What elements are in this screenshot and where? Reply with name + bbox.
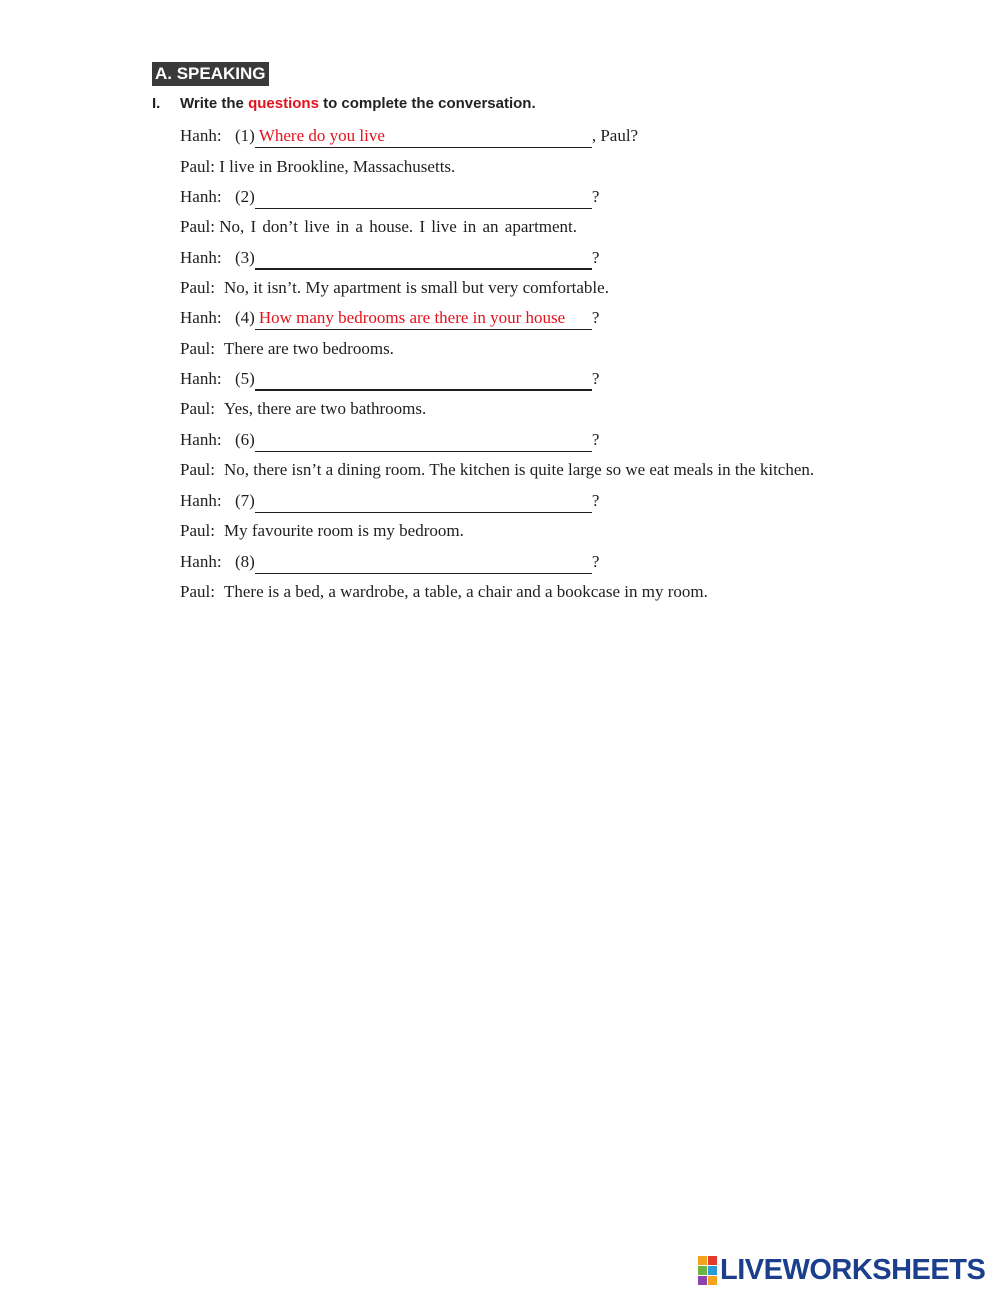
question-number: (8) bbox=[235, 552, 255, 571]
dialogue-line-9 bbox=[180, 368, 599, 390]
speaker: Hanh: bbox=[180, 248, 222, 267]
dialogue-line-14 bbox=[180, 520, 464, 542]
reply-text: My favourite room is my bedroom. bbox=[224, 521, 464, 540]
reply-text: No, I don’t live in a house. I live in an apartment. bbox=[219, 217, 578, 236]
speaker: Paul: bbox=[180, 460, 215, 479]
question-number: (6) bbox=[235, 430, 255, 449]
logo-text: LIVEWORKSHEETS bbox=[720, 1253, 986, 1286]
dialogue-line-16 bbox=[180, 581, 708, 603]
answer-blank-1[interactable] bbox=[255, 125, 592, 148]
speaker: Hanh: bbox=[180, 308, 222, 327]
line-suffix: ? bbox=[591, 552, 600, 571]
liveworksheets-logo[interactable] bbox=[698, 1253, 986, 1286]
question-number: (3) bbox=[235, 248, 255, 267]
speaker: Paul: bbox=[180, 278, 215, 297]
reply-text: There is a bed, a wardrobe, a table, a chair and a bookcase in my room. bbox=[224, 582, 708, 601]
speaker: Paul: bbox=[180, 157, 215, 176]
question-number: (7) bbox=[235, 491, 255, 510]
dialogue-line-4 bbox=[180, 216, 577, 238]
speaker: Hanh: bbox=[180, 552, 222, 571]
dialogue-line-5 bbox=[180, 247, 599, 269]
answer-text bbox=[255, 552, 259, 571]
answer-text bbox=[255, 430, 259, 449]
answer-blank-2[interactable] bbox=[255, 186, 592, 209]
answer-text bbox=[255, 491, 259, 510]
line-suffix: ? bbox=[591, 430, 600, 449]
dialogue-line-3 bbox=[180, 186, 599, 208]
dialogue-line-2 bbox=[180, 156, 455, 178]
speaker: Paul: bbox=[180, 217, 215, 236]
speaker: Hanh: bbox=[180, 430, 222, 449]
line-suffix: , Paul? bbox=[591, 126, 639, 145]
speaker: Hanh: bbox=[180, 369, 222, 388]
line-suffix: ? bbox=[591, 187, 600, 206]
dialogue-line-1 bbox=[180, 125, 638, 147]
question-number: (2) bbox=[235, 187, 255, 206]
answer-blank-8[interactable] bbox=[255, 551, 592, 574]
reply-text: No, it isn’t. My apartment is small but very comfortable. bbox=[224, 278, 609, 297]
reply-text: Yes, there are two bathrooms. bbox=[224, 399, 427, 418]
instruction-text-after: to complete the conversation. bbox=[318, 95, 536, 112]
answer-text: Where do you live bbox=[258, 126, 385, 145]
speaker: Hanh: bbox=[180, 187, 222, 206]
question-number: (4) bbox=[235, 308, 255, 327]
line-suffix: ? bbox=[591, 369, 600, 388]
answer-blank-5[interactable] bbox=[255, 368, 592, 391]
answer-blank-4[interactable] bbox=[255, 307, 592, 330]
speaker: Paul: bbox=[180, 521, 215, 540]
dialogue-line-13 bbox=[180, 490, 599, 512]
dialogue-line-10 bbox=[180, 398, 426, 420]
answer-blank-3[interactable] bbox=[255, 247, 592, 270]
reply-text: There are two bedrooms. bbox=[224, 339, 394, 358]
dialogue-line-7 bbox=[180, 307, 599, 329]
instruction-number: I. bbox=[152, 95, 161, 112]
liveworksheets-logo-icon bbox=[698, 1256, 717, 1285]
speaker: Paul: bbox=[180, 339, 215, 358]
dialogue-line-12 bbox=[180, 459, 814, 481]
answer-text bbox=[255, 369, 259, 388]
speaker: Hanh: bbox=[180, 491, 222, 510]
dialogue-line-6 bbox=[180, 277, 609, 299]
dialogue-line-8 bbox=[180, 338, 394, 360]
dialogue-line-11 bbox=[180, 429, 599, 451]
speaker: Paul: bbox=[180, 582, 215, 601]
answer-text bbox=[255, 187, 259, 206]
instruction bbox=[180, 95, 536, 112]
instruction-text-before: Write the bbox=[180, 95, 249, 112]
section-title: A. SPEAKING bbox=[152, 62, 269, 86]
reply-text: No, there isn’t a dining room. The kitchen is quite large so we eat meals in the kitchen. bbox=[224, 460, 815, 479]
question-number: (1) bbox=[235, 126, 255, 145]
line-suffix: ? bbox=[591, 491, 600, 510]
reply-text: I live in Brookline, Massachusetts. bbox=[219, 157, 456, 176]
line-suffix: ? bbox=[591, 248, 600, 267]
answer-blank-7[interactable] bbox=[255, 490, 592, 513]
speaker: Paul: bbox=[180, 399, 215, 418]
line-suffix: ? bbox=[591, 308, 600, 327]
instruction-highlight: questions bbox=[248, 95, 319, 112]
dialogue-line-15 bbox=[180, 551, 599, 573]
answer-text: How many bedrooms are there in your house bbox=[258, 308, 566, 327]
speaker: Hanh: bbox=[180, 126, 222, 145]
answer-text bbox=[255, 248, 259, 267]
question-number: (5) bbox=[235, 369, 255, 388]
answer-blank-6[interactable] bbox=[255, 429, 592, 452]
